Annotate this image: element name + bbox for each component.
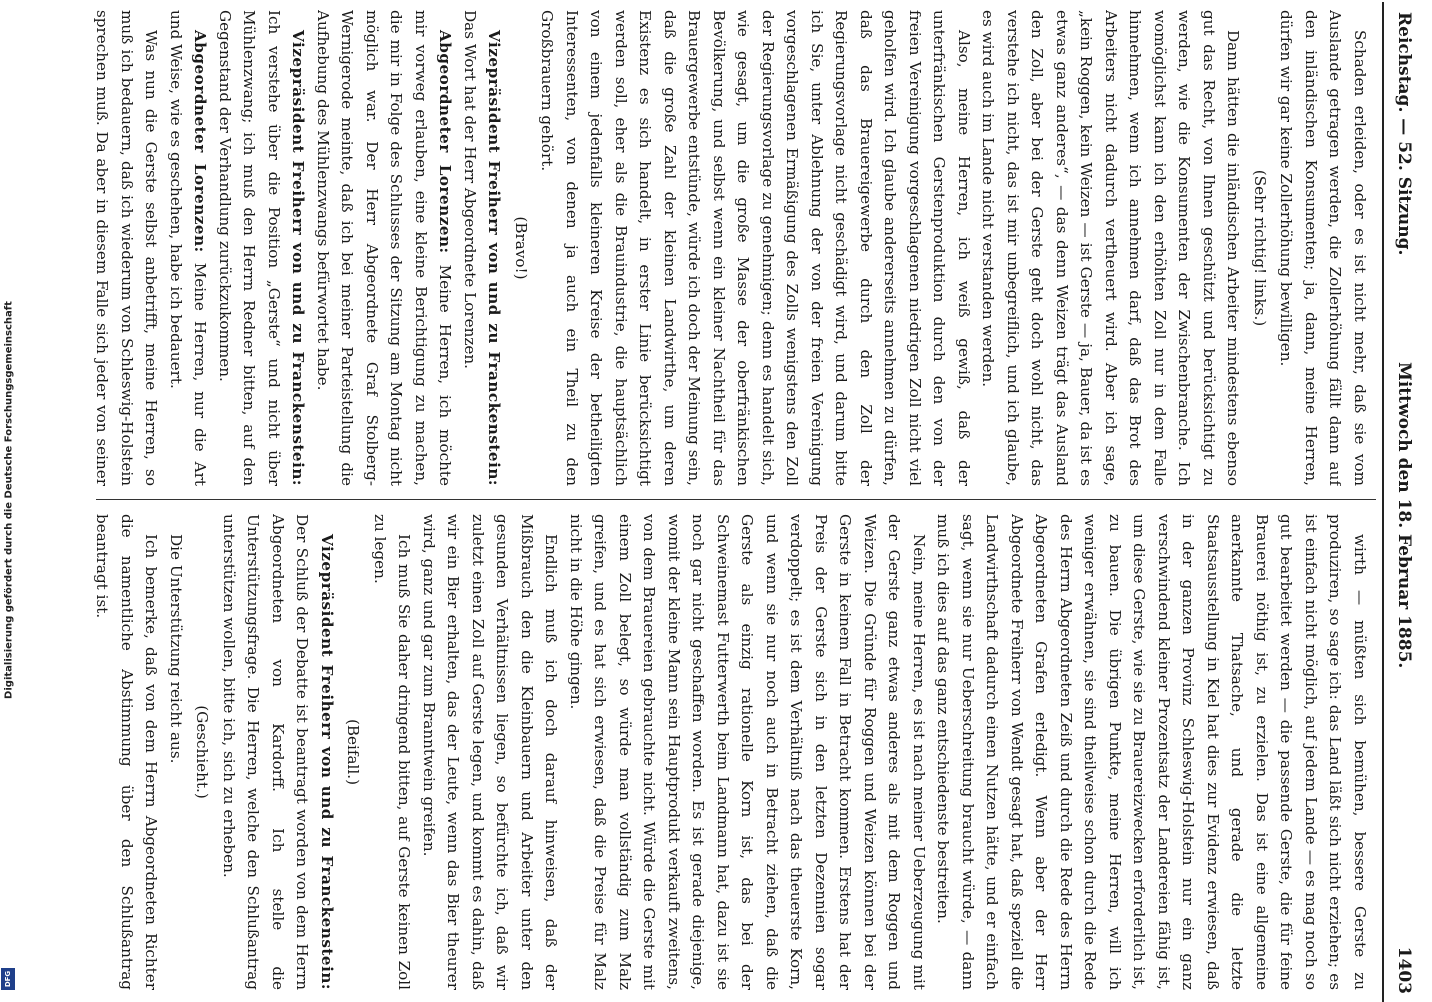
- body-paragraph: Endlich muß ich doch darauf hinweisen, daß der Mißbrauch den die Kleinbauern und Arbeiter unter den gesunden Verhältnissen liegen, so befürchte ich, daß wir zuletzt einen Zoll auf Gerste legen, und kommt es dahin, daß wir ein Bier erhalten, das der Leute, wenn das Bier theurer wird, ganz und gar zum Branntwein greifen.: [420, 514, 561, 990]
- speaker-name: Vizepräsident Freiherr von und zu Franckenstein:: [485, 30, 504, 486]
- header-date: Mittwoch den 18. Februar 1885.: [1394, 362, 1414, 669]
- speech-text: Meine Herren, nur die Art und Weise, wie es geschehen, habe ich bedauert.: [167, 10, 210, 486]
- page-number: 1403: [1394, 946, 1414, 994]
- body-paragraph: Die Unterstützung reicht aus.: [167, 534, 185, 764]
- speech-paragraph: [458, 10, 507, 486]
- speech-text: Meine Herren, ich möchte mir vorweg erlauben, eine kleine Berichtigung zu machen, die mir in Folge des Schlusses der Sitzung am Montag nicht möglich war. Der Herr Abgeordnete Graf Stolberg-Wernigerode meinte, daß ich bei meiner Parteistellung die Aufhebung des Mühlenzwangs befürwortet habe.: [314, 10, 455, 486]
- body-paragraph: Also, meine Herren, ich weiß gewiß, daß der unterfränkischen Gerstenproduktion durch den von der freien Vereinigung vorgeschlagenen niedrigen Zoll nicht viel geholfen wird. Ich glaube andererseits annehmen zu dürfen, daß das Brauereigewerbe durch den Zoll der Regierungsvorlage nicht geschädigt wird, und darum bitte ich Sie, unter Ablehnung der von der freien Vereinigung vorgeschlagenen Ermäßigung des Zolls wenigstens den Zoll der Regierungsvorlage zu genehmigen; denn es handelt sich, wie gesagt, um die große Masse der oberfränkischen Bevölkerung, und selbst wenn ein kleiner Nachtheil für das Brauergewerbe entstünde, würde ich doch der Meinung sein, daß die große Zahl der kleinen Landwirthe, um deren Existenz es sich handelt, in erster Linie berücksichtigt werden soll, eher als die Brauindustrie, die hauptsächlich von einem jedenfalls kleineren Kreise der betheiligten Interessenten, von denen ja auch ein Theil zu den Großbrauern gehört.: [538, 10, 973, 486]
- body-paragraph: Dann hätten die inländischen Arbeiter mindestens ebenso gut das Recht, von Ihnen geschützt und berücksichtigt zu werden, wie die Konsumenten der Zwischenbranche. Ich womöglichst kann ich den erhöhten Zoll nur in dem Falle hinnehmen, wenn ich annehmen darf, daß das Brot des Arbeiters nicht dadurch vertheuert wird. Aber ich sage, „kein Roggen, kein Weizen — ist Gerste — ja, Bauer, da ist es etwas ganz anderes“, — das denn Weizen trägt das Ausland den Zoll, aber bei der Gerste geht doch wohl nicht, das verstehe ich nicht, das ist mir unbegreiflich, und ich glaube, es wird auch im Lande nicht verstanden werden.: [979, 10, 1243, 486]
- left-column: [92, 10, 1372, 486]
- dfg-logo: [1, 968, 15, 990]
- interjection-note: (Bravo!): [512, 216, 530, 280]
- body-paragraph: Schaden erleiden, oder es ist nicht mehr, daß sie vom Auslande getragen werden, die Zollerhöhung fällt dann auf den inländischen Konsumenten; ja, dann, meine Herren, dürfen wir gar keine Zollerhöhung bewilligen.: [1277, 10, 1369, 486]
- speech-paragraph: [213, 10, 311, 486]
- dfg-logo-text: DFG: [4, 970, 12, 988]
- credit-text: Digitalisierung gefördert durch die Deutsche Forschungsgemeinschaft: [3, 301, 15, 699]
- digitization-credit: [0, 0, 18, 1000]
- body-paragraph: Was nun die Gerste selbst anbetrifft, meine Herren, so muß ich bedauern, daß ich wiederum von Schleswig-Holstein sprechen muß. Da aber in diesem Falle sich jeder von seiner: [93, 10, 161, 486]
- interjection-note: (Geschieht.): [193, 705, 212, 799]
- speaker-name: Abgeordneter Lorenzen:: [191, 30, 210, 253]
- speech-paragraph: [311, 10, 458, 486]
- interjection-note: (Beifall.): [344, 718, 363, 786]
- speaker-name: Abgeordneter Lorenzen:: [436, 30, 455, 254]
- speaker-name: Vizepräsident Freiherr von und zu Franckenstein:: [289, 30, 308, 486]
- body-paragraph: Nein, meine Herren, es ist nach meiner Ueberzeugung mit der Gerste ganz etwas anderes als mit dem Roggen und Weizen. Die Gründe für Roggen und Weizen können bei der Gerste in keinem Fall in Betracht kommen. Erstens hat der Preis der Gerste sich in den letzten Dezennien sogar verdoppelt; es ist dem Verhältniß nach das theuerste Korn, und wenn sie nur noch auch in Betracht ziehen, daß die Gerste als einzig rationelle Korn ist, das bei der Schweinemast Futterwerth beim Landmann hat, dazu ist sie noch gar nicht geschaffen worden. Es ist gerade diejenige, womit der kleine Mann sein Hauptprodukt verkauft zweitens, von dem Brauereien gebrauchte nicht. Würde die Gerste mit einem Zoll belegt, so würde man vollständig zum Malz greifen, und es hat sich erwiesen, daß die Preise für Malz nicht in die Höhe gingen.: [567, 514, 928, 990]
- header-session: Reichstag. — 52. Sitzung.: [1394, 12, 1414, 256]
- body-paragraph: Ich bemerke, daß von dem Herrn Abgeordneten Richter die namentliche Abstimmung über den Schlußantrag beantragt ist.: [93, 514, 161, 990]
- interjection-note: (Sehr richtig! links.): [1251, 169, 1269, 327]
- body-paragraph: wirth — müßten sich bemühen, bessere Gerste zu produziren, so sage ich: das Land läßt sich nicht erziehen; es ist einfach nicht möglich, auf jedem Lande — es mag noch so gut bearbeitet werden — die passende Gerste, die für feine Brauerei nöthig ist, zu erzielen. Das ist eine allgemeine anerkannte Thatsache, und gerade die letzte Staatsausstellung in Kiel hat dies zur Evidenz erwiesen, daß in der ganzen Provinz Schleswig-Holstein nur ein ganz verschwindend kleiner Prozentsatz der Landereien fähig ist, um diese Gerste, wie sie zu Brauereizwecken erforderlich ist, zu bauen. Die übrigen Punkte, meine Herren, will ich weniger erwähnen, sie sind theilweise schon durch die Rede des Herrn Abgeordneten Zeiß und durch die Rede des Herrn Abgeordneten Grafen erledigt. Wenn aber der Herr Abgeordnete Freiherr von Wendt gesagt hat, daß speziell die Landwirthschaft dadurch einen Nutzen hätte, und er einfach sagt, wenn sie nur Ueberschreitung braucht würde, — dann muß ich dies auf das ganz entschiedenste bestreiten.: [934, 514, 1369, 990]
- speech-paragraph: [164, 10, 213, 486]
- speech-text: Ich verstehe über die Position „Gerste“ und nicht über Mühlenzwang; ich muß den Herrn Redner bitten, auf den Gegenstand der Verhandlung zurückzukommen.: [216, 10, 283, 486]
- speech-text: Der Schluß der Debatte ist beantragt worden von dem Herrn Abgeordneten von Kardorff. Ich stelle die Unterstützungsfrage. Die Herren, welche den Schlußantrag unterstützen wollen, bitte ich, sich zu erheben.: [220, 514, 312, 990]
- speaker-name: Vizepräsident Freiherr von und zu Franckenstein:: [318, 534, 336, 990]
- body-paragraph: Ich muß Sie daher dringend bitten, auf Gerste keinen Zoll zu legen.: [371, 514, 414, 990]
- speech-paragraph: [217, 514, 340, 990]
- column-divider: [96, 499, 1376, 500]
- scanned-page: [84, 2, 1424, 1002]
- right-column: [92, 514, 1372, 990]
- page-header: [1382, 2, 1424, 1002]
- speech-text: Das Wort hat der Herr Abgeordnete Lorenzen.: [461, 10, 479, 369]
